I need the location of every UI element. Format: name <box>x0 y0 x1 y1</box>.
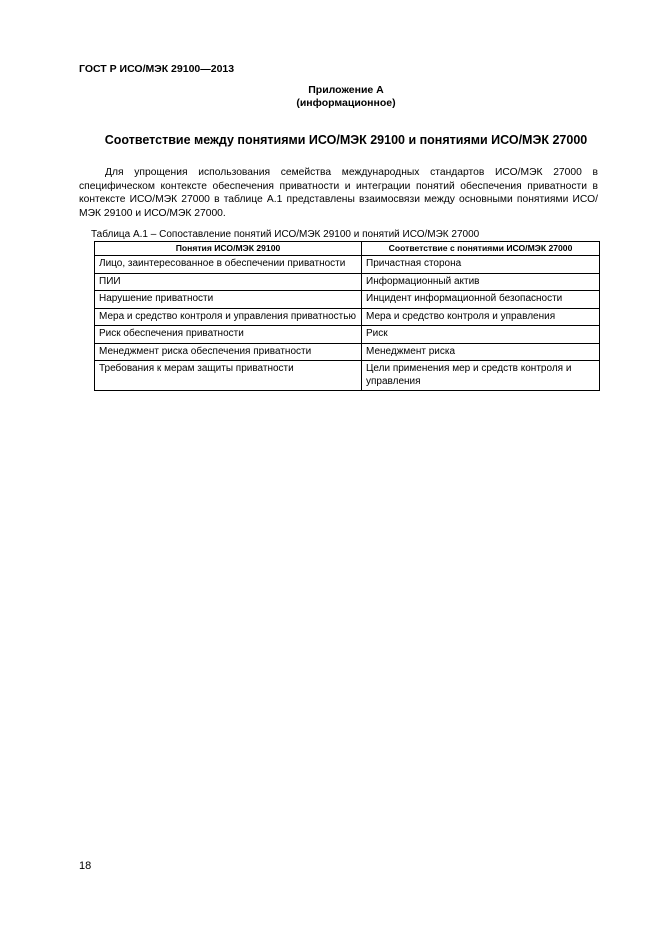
concept-mapping-table <box>94 241 600 391</box>
document-header: ГОСТ Р ИСО/МЭК 29100—2013 <box>79 63 235 75</box>
cell-29100-concept: Лицо, заинтересованное в обеспечении приватности <box>95 256 362 274</box>
table-row <box>95 273 600 291</box>
cell-27000-concept: Информационный актив <box>362 273 600 291</box>
page-number: 18 <box>79 860 92 872</box>
cell-29100-concept: Мера и средство контроля и управления приватностью <box>95 308 362 326</box>
cell-27000-concept: Инцидент информационной безопасности <box>362 291 600 309</box>
table-row <box>95 308 600 326</box>
cell-29100-concept: Менеджмент риска обеспечения приватности <box>95 343 362 361</box>
cell-27000-concept: Менеджмент риска <box>362 343 600 361</box>
annex-heading <box>0 84 661 110</box>
table-row <box>95 361 600 391</box>
table-row <box>95 291 600 309</box>
table-row <box>95 256 600 274</box>
cell-29100-concept: ПИИ <box>95 273 362 291</box>
annex-type: (информационное) <box>296 97 396 109</box>
cell-27000-concept: Причастная сторона <box>362 256 600 274</box>
section-title: Соответствие между понятиями ИСО/МЭК 29100 и понятиями ИСО/МЭК 27000 <box>104 133 588 147</box>
cell-29100-concept: Требования к мерам защиты приватности <box>95 361 362 391</box>
cell-29100-concept: Нарушение приватности <box>95 291 362 309</box>
cell-27000-concept: Мера и средство контроля и управления <box>362 308 600 326</box>
cell-27000-concept: Риск <box>362 326 600 344</box>
cell-29100-concept: Риск обеспечения приватности <box>95 326 362 344</box>
column-header-29100: Понятия ИСО/МЭК 29100 <box>95 242 362 256</box>
annex-title: Приложение А <box>308 84 384 96</box>
cell-27000-concept: Цели применения мер и средств контроля и управления <box>362 361 600 391</box>
column-header-27000: Соответствие с понятиями ИСО/МЭК 27000 <box>362 242 600 256</box>
intro-paragraph: Для упрощения использования семейства международных стандартов ИСО/МЭК 27000 в специфическом контексте обеспечения приватности и интеграции понятий обеспечения приватности в контексте ИСО/МЭК 27000 в таблице А.1 представлены взаимосвязи между основными понятиями ИСО/МЭК 29100 и ИСО/МЭК 27000. <box>79 167 598 219</box>
table-caption: Таблица А.1 – Сопоставление понятий ИСО/МЭК 29100 и понятий ИСО/МЭК 27000 <box>91 229 480 240</box>
table-header-row <box>95 242 600 256</box>
table-row <box>95 343 600 361</box>
table-row <box>95 326 600 344</box>
